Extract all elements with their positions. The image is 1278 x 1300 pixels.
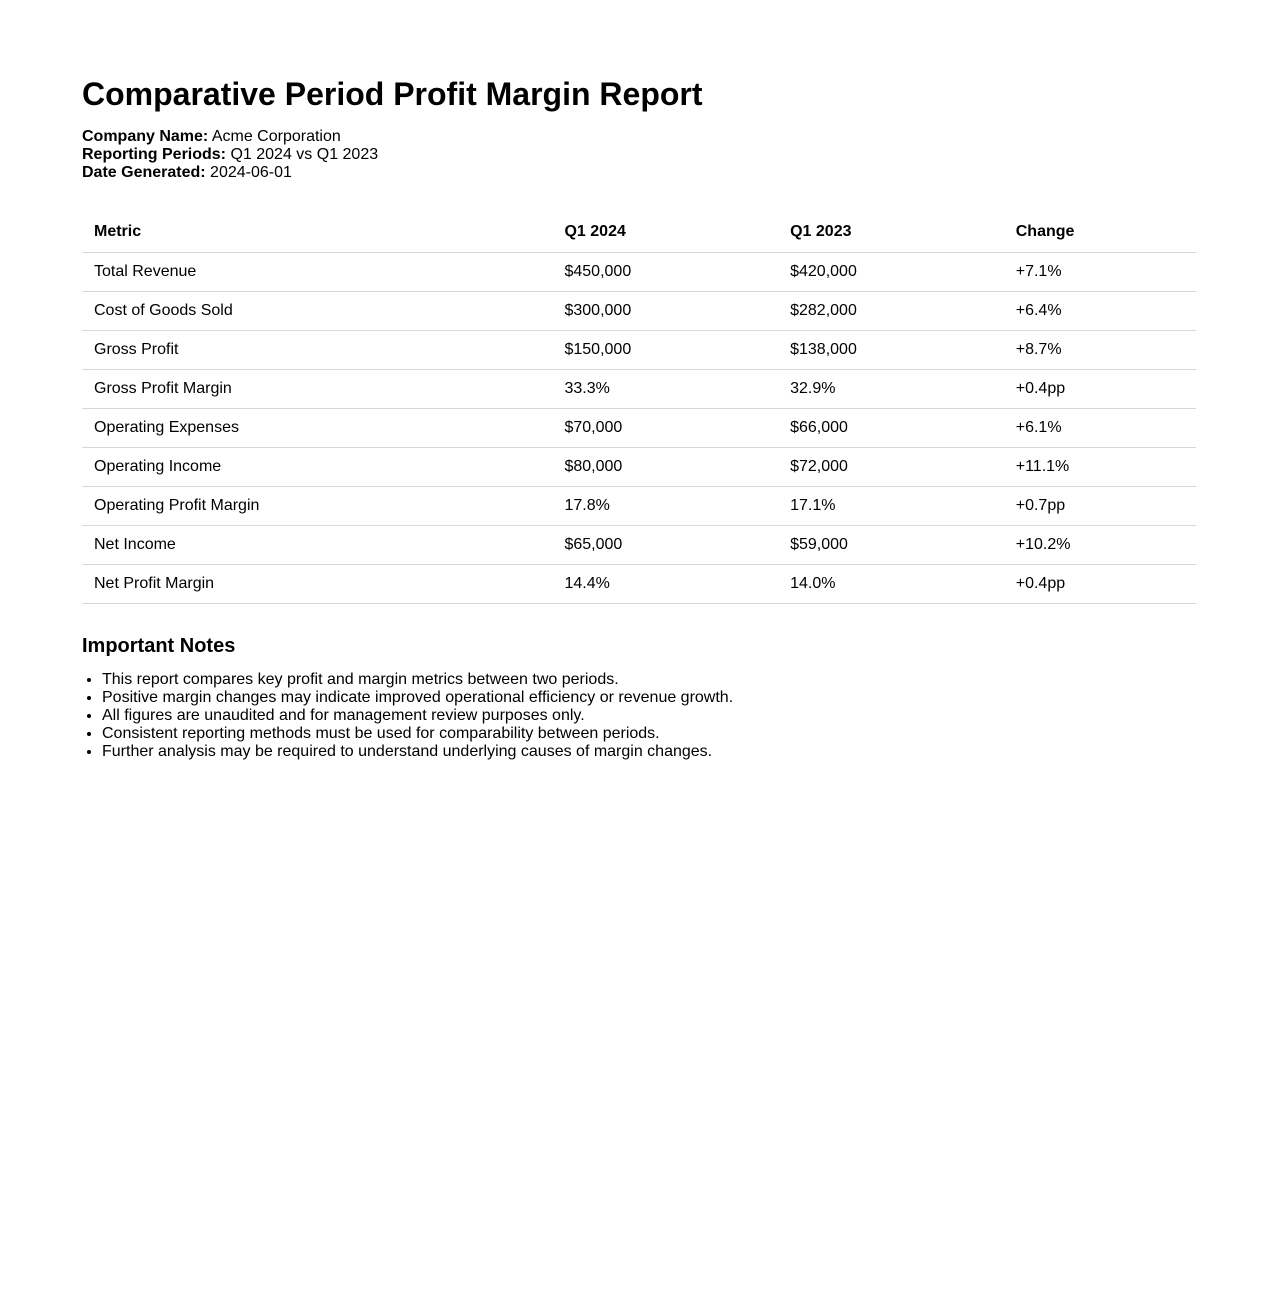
cell-q1-2023: $72,000	[778, 448, 1004, 487]
cell-q1-2023: 14.0%	[778, 565, 1004, 604]
column-header-metric: Metric	[82, 212, 552, 253]
cell-change: +0.7pp	[1004, 487, 1196, 526]
cell-change: +0.4pp	[1004, 370, 1196, 409]
cell-change: +8.7%	[1004, 331, 1196, 370]
page-title: Comparative Period Profit Margin Report	[82, 76, 703, 112]
table-row	[82, 409, 1196, 448]
column-header-q1-2024: Q1 2024	[552, 212, 778, 253]
cell-metric: Net Income	[82, 526, 552, 565]
cell-q1-2024: $80,000	[552, 448, 778, 487]
meta-date-label: Date Generated:	[82, 164, 206, 181]
cell-q1-2024: 14.4%	[552, 565, 778, 604]
cell-q1-2024: 33.3%	[552, 370, 778, 409]
cell-change: +6.4%	[1004, 292, 1196, 331]
cell-metric: Gross Profit	[82, 331, 552, 370]
list-item: • All figures are unaudited and for management review purposes only.	[102, 707, 1196, 725]
cell-q1-2023: $59,000	[778, 526, 1004, 565]
table-row	[82, 448, 1196, 487]
meta-company-label: Company Name:	[82, 128, 209, 145]
cell-q1-2024: $150,000	[552, 331, 778, 370]
cell-metric: Net Profit Margin	[82, 565, 552, 604]
list-item: • Further analysis may be required to understand underlying causes of margin changes.	[102, 743, 1196, 761]
meta-date-value: 2024-06-01	[210, 164, 292, 181]
cell-change: +7.1%	[1004, 253, 1196, 292]
table-row	[82, 331, 1196, 370]
cell-q1-2023: 17.1%	[778, 487, 1004, 526]
cell-q1-2023: $138,000	[778, 331, 1004, 370]
cell-q1-2024: $65,000	[552, 526, 778, 565]
cell-change: +11.1%	[1004, 448, 1196, 487]
cell-q1-2024: 17.8%	[552, 487, 778, 526]
list-item: • Consistent reporting methods must be used for comparability between periods.	[102, 725, 1196, 743]
cell-metric: Operating Expenses	[82, 409, 552, 448]
meta-date	[82, 164, 1196, 182]
cell-q1-2023: $282,000	[778, 292, 1004, 331]
cell-change: +6.1%	[1004, 409, 1196, 448]
cell-q1-2024: $450,000	[552, 253, 778, 292]
cell-q1-2023: $420,000	[778, 253, 1004, 292]
cell-metric: Total Revenue	[82, 253, 552, 292]
cell-q1-2024: $70,000	[552, 409, 778, 448]
table-row	[82, 253, 1196, 292]
table-row	[82, 526, 1196, 565]
meta-periods	[82, 146, 1196, 164]
report-meta	[82, 128, 1196, 182]
meta-company	[82, 128, 1196, 146]
cell-change: +10.2%	[1004, 526, 1196, 565]
meta-periods-value: Q1 2024 vs Q1 2023	[230, 146, 379, 163]
notes-heading: Important Notes	[82, 635, 236, 657]
table-row	[82, 370, 1196, 409]
meta-company-value: Acme Corporation	[211, 128, 341, 145]
cell-metric: Operating Income	[82, 448, 552, 487]
list-item: • Positive margin changes may indicate improved operational efficiency or revenue growth.	[102, 689, 1196, 707]
column-header-change: Change	[1004, 212, 1196, 253]
cell-q1-2023: 32.9%	[778, 370, 1004, 409]
meta-periods-label: Reporting Periods:	[82, 146, 227, 163]
table-row	[82, 565, 1196, 604]
cell-q1-2023: $66,000	[778, 409, 1004, 448]
table-header-row	[82, 212, 1196, 253]
metrics-table	[82, 212, 1196, 604]
list-item: • This report compares key profit and margin metrics between two periods.	[102, 671, 1196, 689]
notes-list	[82, 671, 1196, 761]
cell-q1-2024: $300,000	[552, 292, 778, 331]
cell-metric: Cost of Goods Sold	[82, 292, 552, 331]
table-row	[82, 292, 1196, 331]
cell-metric: Gross Profit Margin	[82, 370, 552, 409]
cell-metric: Operating Profit Margin	[82, 487, 552, 526]
cell-change: +0.4pp	[1004, 565, 1196, 604]
column-header-q1-2023: Q1 2023	[778, 212, 1004, 253]
table-row	[82, 487, 1196, 526]
